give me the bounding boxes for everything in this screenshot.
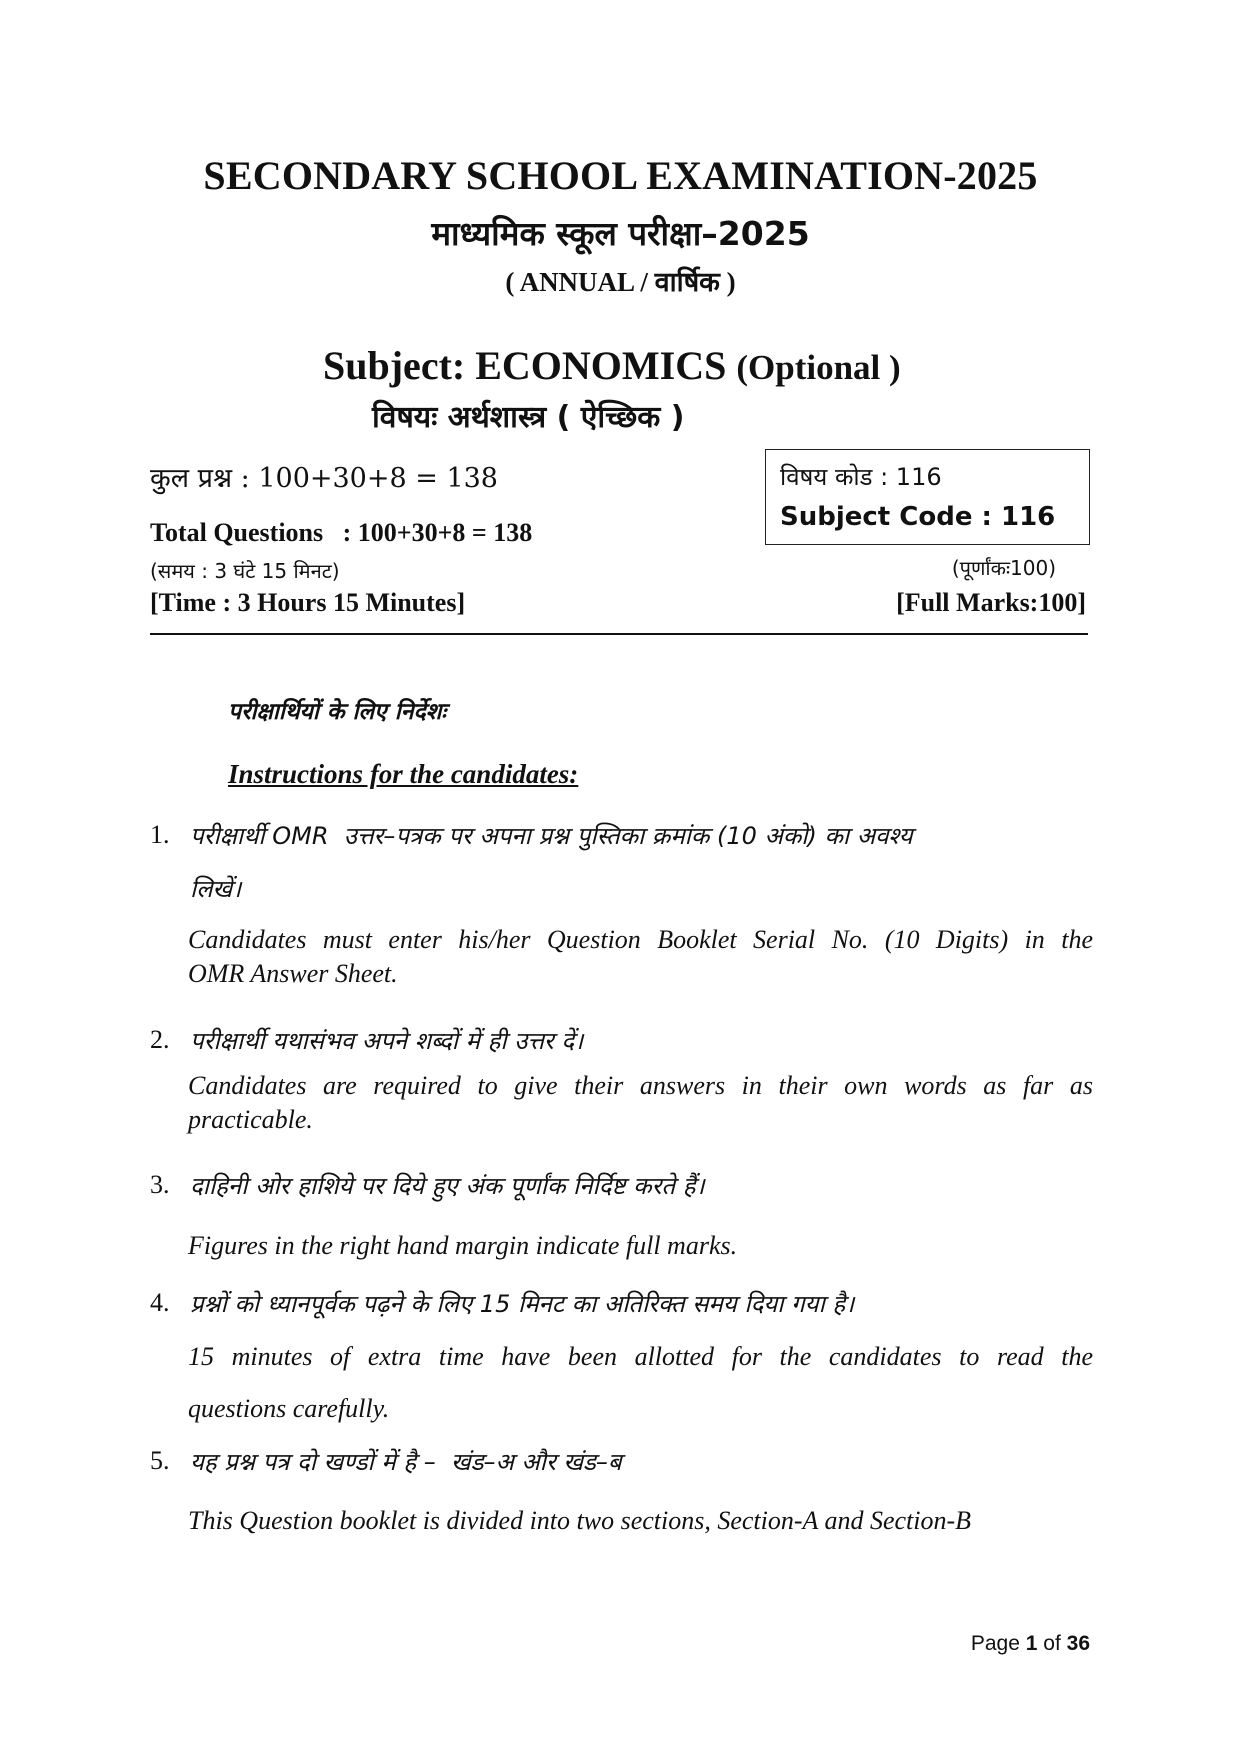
instruction-english: This Question booklet is divided into two sections, Section-A and Section-B — [188, 1506, 972, 1535]
instruction-hindi: दाहिनी ओर हाशिये पर दिये हुए अंक पूर्णांक निर्दिष्ट करते हैं। — [190, 1172, 705, 1200]
instruction-number: 1. — [150, 820, 170, 849]
instructions-heading: Instructions for the candidates: — [228, 759, 579, 789]
exam-type: ( ANNUAL / वार्षिक ) — [505, 267, 736, 297]
instruction-hindi: परीक्षार्थी यथासंभव अपने शब्दों में ही उत्तर दें। — [190, 1027, 584, 1055]
page-total: 36 — [1066, 1632, 1090, 1655]
instruction-english-cont: questions carefully. — [188, 1394, 390, 1423]
instruction-english: 15 minutes of extra time have been allotted for the candidates to read the — [188, 1342, 1093, 1371]
instruction-number: 4. — [150, 1288, 170, 1317]
instruction-hindi-cont: लिखें। — [190, 875, 242, 903]
header-divider — [150, 633, 1088, 635]
page-current: 1 — [1025, 1632, 1038, 1655]
instruction-hindi: प्रश्नों को ध्यानपूर्वक पढ़ने के लिए 15 मिनट का अतिरिक्त समय दिया गया है। — [190, 1290, 855, 1318]
instruction-hindi: परीक्षार्थी OMR उत्तर–पत्रक पर अपना प्रश्न पुस्तिका क्रमांक (10 अंको) का अवश्य — [190, 822, 913, 850]
full-marks-hindi: (पूर्णांकः100) — [951, 556, 1056, 580]
instruction-english-cont: OMR Answer Sheet. — [188, 959, 398, 988]
instruction-number: 3. — [150, 1170, 170, 1199]
instruction-number: 5. — [150, 1446, 170, 1475]
instruction-hindi: यह प्रश्न पत्र दो खण्डों में है – खंड–अ और खंड–ब — [190, 1448, 622, 1476]
full-marks: [Full Marks:100] — [896, 588, 1086, 617]
page-number — [971, 1632, 1090, 1656]
instructions-heading-hindi: परीक्षार्थियों के लिए निर्देशः — [228, 699, 447, 725]
subject-code: Subject Code : 116 — [780, 502, 1056, 532]
instruction-number: 2. — [150, 1025, 170, 1054]
subject-code-box — [765, 449, 1090, 545]
time-duration: [Time : 3 Hours 15 Minutes] — [150, 588, 466, 617]
exam-title: SECONDARY SCHOOL EXAMINATION-2025 — [203, 153, 1038, 198]
subject-name: Subject: ECONOMICS — [323, 343, 727, 388]
subject-code-hindi: विषय कोड : 116 — [780, 463, 942, 491]
total-questions: Total Questions : 100+30+8 = 138 — [150, 518, 533, 547]
instruction-english: Candidates are required to give their answers in their own words as far as — [188, 1071, 1093, 1100]
subject-title — [323, 342, 901, 389]
subject-optional: (Optional ) — [736, 348, 901, 387]
total-questions-hindi: कुल प्रश्न : 100+30+8 = 138 — [150, 463, 498, 494]
time-hindi: (समय : 3 घंटे 15 मिनट) — [150, 559, 340, 583]
page-label: Page — [970, 1632, 1020, 1655]
instruction-english: Figures in the right hand margin indicate full marks. — [188, 1231, 738, 1260]
exam-title-hindi: माध्यमिक स्कूल परीक्षा–2025 — [431, 214, 810, 253]
subject-title-hindi: विषयः अर्थशास्त्र ( ऐच्छिक ) — [372, 400, 685, 435]
instruction-english: Candidates must enter his/her Question Booklet Serial No. (10 Digits) in the — [188, 925, 1093, 954]
instruction-english-cont: practicable. — [188, 1105, 313, 1134]
page-of: of — [1043, 1632, 1061, 1655]
